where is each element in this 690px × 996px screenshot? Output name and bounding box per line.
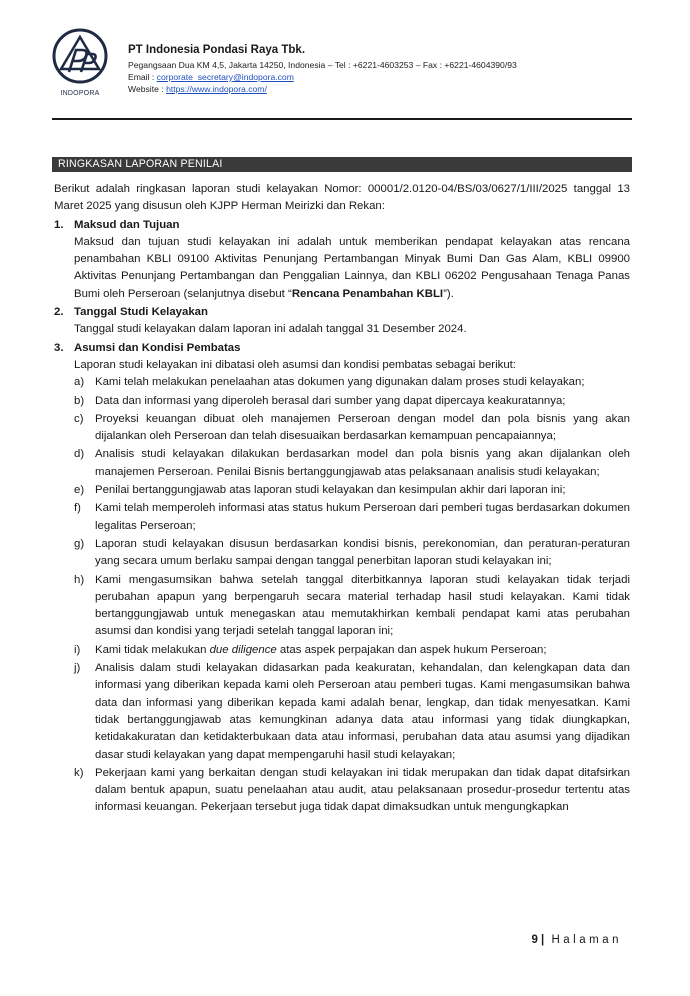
company-website-line (128, 83, 517, 95)
company-info (128, 44, 517, 95)
email-link[interactable]: corporate_secretary@indopora.com (156, 72, 294, 82)
list-item-h (74, 572, 630, 641)
list-item-j (74, 660, 630, 764)
list-item-k (74, 765, 630, 817)
section-title-bar: RINGKASAN LAPORAN PENILAI (52, 157, 632, 172)
section-2-number: 2. (54, 306, 64, 319)
section-1-heading (54, 217, 630, 234)
list-item-text: Kami telah melakukan penelaahan atas dokumen yang digunakan dalam proses studi kelayakan; (95, 376, 585, 389)
company-name: PT Indonesia Pondasi Raya Tbk. (128, 44, 306, 56)
list-item-i (74, 642, 630, 659)
section-3-title: Asumsi dan Kondisi Pembatas (74, 341, 241, 354)
list-item-label: c) (74, 412, 84, 425)
section-1-title: Maksud dan Tujuan (74, 218, 180, 231)
page-number: 9 (531, 934, 538, 946)
section-2-title: Tanggal Studi Kelayakan (74, 306, 208, 319)
indopora-logo (52, 28, 108, 84)
list-item-label: e) (74, 484, 85, 497)
list-item-label: a) (74, 376, 85, 389)
section-1-number: 1. (54, 218, 64, 231)
intro-paragraph: Berikut adalah ringkasan laporan studi kelayakan Nomor: 00001/2.0120-04/BS/03/0627/1/III/2025 tanggal 13 Maret 2025 yang disusun oleh KJPP Herman Meirizki dan Rekan: (54, 183, 630, 213)
list-item-text (95, 642, 630, 659)
list-item-text: Proyeksi keuangan dibuat oleh manajemen Perseroan dengan model dan pola bisnis yang akan dijalankan oleh Perseroan dan telah disesuaikan berdasarkan kemampuan pencapaiannya; (95, 412, 630, 443)
page-word: Halaman (551, 934, 622, 946)
section-3-paragraph: Laporan studi kelayakan ini dibatasi oleh asumsi dan kondisi pembatas sebagai berikut: (74, 358, 516, 371)
list-item-label: h) (74, 573, 85, 586)
list-item-i-text: Kami tidak melakukan (95, 643, 210, 656)
list-item-i-text-end: atas aspek perpajakan dan aspek hukum Perseroan; (276, 643, 547, 656)
email-label: Email : (128, 72, 157, 82)
document-body (54, 181, 630, 818)
section-2-heading (54, 304, 630, 321)
section-3-heading (54, 340, 630, 357)
section-1-text: Maksud dan tujuan studi kelayakan ini adalah untuk memberikan pendapat kelayakan atas rencana penambahan KBLI 09100 Aktivitas Penunjang Pertambangan Minyak Bumi Dan Gas Alam, KBLI 09900 Aktivitas Penunjang Pertambangan dan Penggalian Lainnya, dan KBLI 06202 Pengusahaan Tenaga Panas Bumi oleh Perseroan (selanjutnya disebut “ (74, 235, 630, 300)
list-item-d (74, 446, 630, 481)
footer-separator: | (541, 934, 545, 946)
list-item-label: i) (74, 643, 81, 656)
list-item-label: k) (74, 766, 84, 779)
list-item-text: Laporan studi kelayakan disusun berdasarkan kondisi bisnis, perekonomian, dan peraturan-peraturan yang secara umum berlaku sampai dengan tanggal penerbitan laporan studi kelayakan ini; (95, 537, 630, 568)
company-address: Pegangsaan Dua KM 4,5, Jakarta 14250, Indonesia – Tel : +6221-4603253 – Fax : +6221-4604390/93 (128, 60, 517, 70)
company-email-line (128, 71, 517, 83)
list-item-b (74, 393, 630, 410)
list-item-text: Analisis dalam studi kelayakan didasarkan pada keakuratan, kehandalan, dan kelengkapan data dan informasi yang diberikan kepada kami oleh Perseroan atau pemberi tugas. Kami mengasumsikan bahwa data dan informasi yang diberikan kepada kami adalah benar, lengkap, dan tidak menyesatkan. Kami tidak bertanggungjawab atas kemungkinan adanya data atau informasi yang tidak diungkapkan, ketidakakuratan dan ketidakterbukaan data atau informasi, perubahan data atau asumsi yang dijadikan dasar studi kelayakan yang dapat mempengaruhi hasil studi kelayakan; (95, 662, 630, 761)
letterhead-divider (52, 118, 632, 120)
section-2-paragraph: Tanggal studi kelayakan dalam laporan ini adalah tanggal 31 Desember 2024. (74, 323, 467, 336)
list-item-f (74, 500, 630, 535)
list-item-text: Kami telah memperoleh informasi atas status hukum Perseroan dari pemberi tugas berdasarkan dokumen legalitas Perseroan; (95, 502, 630, 532)
section-3-number: 3. (54, 341, 64, 354)
logo-caption: INDOPORA (60, 90, 100, 97)
section-1-text-end: ”). (443, 287, 454, 300)
list-item-text: Analisis studi kelayakan dilakukan berdasarkan model dan pola bisnis yang akan dijalankan oleh manajemen Perseroan. Penilai Bisnis bertanggungjawab atas pelaksanaan analisis studi kelayakan; (95, 448, 630, 478)
list-item-label: f) (74, 502, 81, 515)
website-label: Website : (128, 84, 167, 94)
section-1-bold-term: Rencana Penambahan KBLI (291, 287, 444, 300)
list-item-text: Kami mengasumsikan bahwa setelah tanggal diterbitkannya laporan studi kelayakan tidak terjadi perubahan apapun yang berpengaruh secara material terhadap hasil studi kelayakan. Kami tidak bertanggungjawab untuk menegaskan atau memutakhirkan kembali pendapat kami atas perubahan asumsi dan kondisi yang terjadi setelah tanggal laporan ini; (95, 573, 630, 638)
list-item-text: Pekerjaan kami yang berkaitan dengan studi kelayakan ini tidak merupakan dan tidak dapat ditafsirkan dalam bentuk apapun, suatu penelaahan atau audit, atau pelaksanaan prosedur-prosedur tertentu atas informasi keuangan. Pekerjaan tersebut juga tidak dapat dimaksudkan untuk mengungkapkan (95, 766, 630, 814)
list-item-label: j) (74, 662, 81, 675)
list-item-c (74, 411, 630, 446)
page-footer (531, 934, 622, 946)
list-item-label: g) (74, 537, 85, 550)
due-diligence-term: due diligence (209, 643, 277, 656)
list-item-label: b) (74, 394, 85, 407)
list-item-text: Data dan informasi yang diperoleh berasal dari sumber yang dapat dipercaya keakuratannya; (95, 394, 566, 407)
list-item-a (74, 374, 630, 391)
list-item-label: d) (74, 448, 85, 461)
list-item-g (74, 536, 630, 571)
section-1-paragraph (54, 234, 630, 303)
list-item-text: Penilai bertanggungjawab atas laporan studi kelayakan dan kesimpulan akhir dari laporan ini; (95, 484, 566, 497)
website-link[interactable]: https://www.indopora.com/ (166, 84, 267, 94)
list-item-e (74, 482, 630, 499)
